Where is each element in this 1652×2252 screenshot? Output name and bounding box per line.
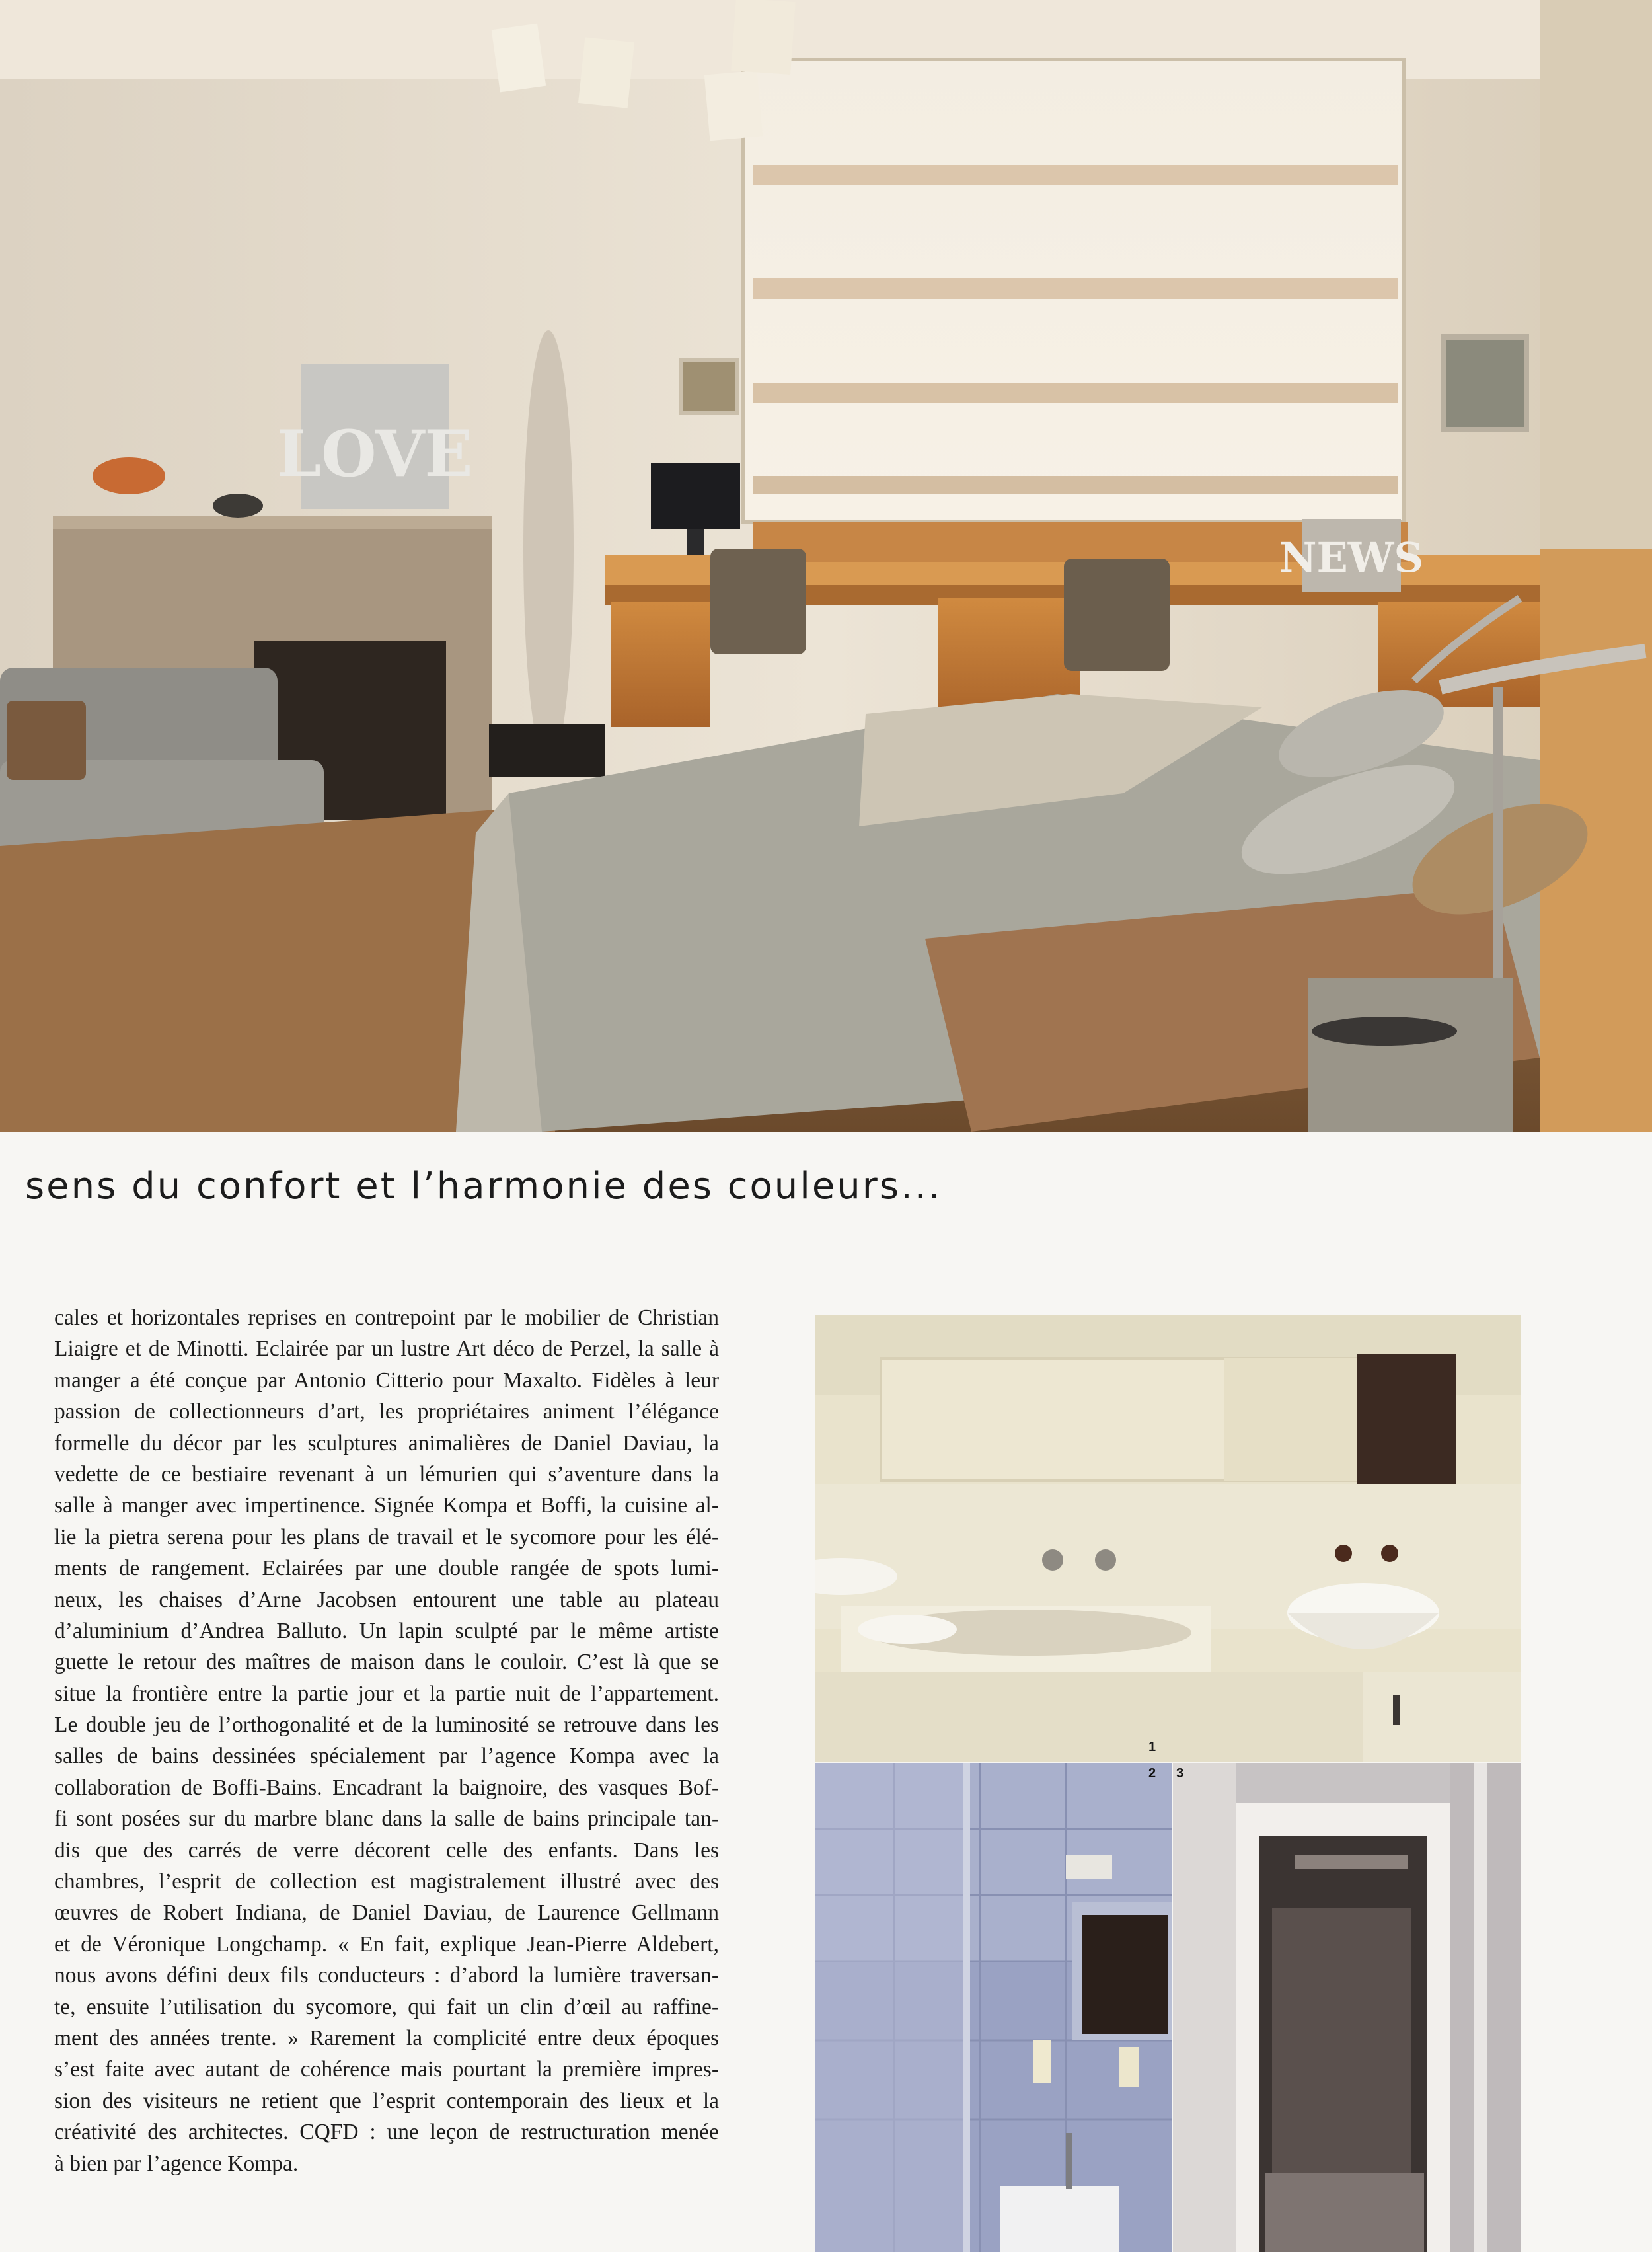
body-text-line: créativité des architectes. CQFD : une leçon de restructuration menée bbox=[54, 2120, 719, 2145]
body-text-line: ment des années trente. » Rarement la complicité entre deux époques bbox=[54, 2025, 719, 2050]
bathroom-photo-1 bbox=[815, 1315, 1521, 1762]
body-text-line: cales et horizontales reprises en contrepoint par le mobilier de Christian bbox=[54, 1305, 719, 1330]
body-text-line: s’est faite avec autant de cohérence mais pourtant la première impres- bbox=[54, 2057, 719, 2082]
body-text bbox=[54, 1302, 719, 2179]
body-text-line: te, ensuite l’utilisation du sycomore, qui fait un clin d’œil au raffine- bbox=[54, 1994, 719, 2019]
body-text-line: sion des visiteurs ne retient que l’esprit contemporain des lieux et la bbox=[54, 2088, 719, 2113]
bathroom-photo-2 bbox=[815, 1763, 1172, 2252]
body-text-line: passion de collectionneurs d’art, les propriétaires animent l’élégance bbox=[54, 1399, 719, 1424]
body-text-line: et de Véronique Longchamp. « En fait, explique Jean-Pierre Aldebert, bbox=[54, 1931, 719, 1957]
bathroom-photo-3 bbox=[1173, 1763, 1521, 2252]
body-text-line: salles de bains dessinées spécialement par l’agence Kompa avec la bbox=[54, 1744, 719, 1769]
body-text-line: Le double jeu de l’orthogonalité et de la luminosité se retrouve dans les bbox=[54, 1713, 719, 1738]
body-text-line: ments de rangement. Eclairées par une double rangée de spots lumi- bbox=[54, 1556, 719, 1581]
body-text-line: guette le retour des maîtres de maison dans le couloir. C’est là que se bbox=[54, 1650, 719, 1675]
body-text-line: situe la frontière entre la partie jour et la partie nuit de l’appartement. bbox=[54, 1681, 719, 1706]
body-text-line: œuvres de Robert Indiana, de Daniel Daviau, de Laurence Gellmann bbox=[54, 1900, 719, 1925]
body-text-line: dis que des carrés de verre décorent celle des enfants. Dans les bbox=[54, 1838, 719, 1863]
body-text-line: nous avons défini deux fils conducteurs : d’abord la lumière traversan- bbox=[54, 1963, 719, 1988]
body-text-line: chambres, l’esprit de collection est magistralement illustré avec des bbox=[54, 1869, 719, 1894]
body-text-line: fi sont posées sur du marbre blanc dans la salle de bains principale tan- bbox=[54, 1806, 719, 1832]
body-text-line: d’aluminium d’Andrea Balluto. Un lapin sculpté par le même artiste bbox=[54, 1618, 719, 1643]
body-text-line: vedette de ce bestiaire revenant à un lémurien qui s’aventure dans la bbox=[54, 1461, 719, 1487]
body-text-line: lie la pietra serena pour les plans de travail et le sycomore pour les élé- bbox=[54, 1524, 719, 1549]
body-text-line: Liaigre et de Minotti. Eclairée par un lustre Art déco de Perzel, la salle à bbox=[54, 1337, 719, 1362]
body-text-line: salle à manger avec impertinence. Signée Kompa et Boffi, la cuisine al- bbox=[54, 1493, 719, 1518]
photo-number-1: 1 bbox=[1148, 1740, 1156, 1754]
body-text-line: neux, les chaises d’Arne Jacobsen entourent une table au plateau bbox=[54, 1587, 719, 1612]
body-text-line: formelle du décor par les sculptures animalières de Daniel Daviau, la bbox=[54, 1430, 719, 1456]
body-text-line: collaboration de Boffi-Bains. Encadrant la baignoire, des vasques Bof- bbox=[54, 1775, 719, 1800]
body-text-line: à bien par l’agence Kompa. bbox=[54, 2151, 299, 2176]
body-text-line: manger a été conçue par Antonio Citterio pour Maxalto. Fidèles à leur bbox=[54, 1368, 719, 1393]
photo-number-3: 3 bbox=[1176, 1766, 1184, 1781]
photo-number-2: 2 bbox=[1148, 1766, 1156, 1781]
headline: sens du confort et l’harmonie des couleurs... bbox=[25, 1165, 942, 1208]
news-sign-text: NEWS bbox=[1279, 533, 1424, 582]
love-sculpture-text: LOVE bbox=[276, 416, 473, 491]
